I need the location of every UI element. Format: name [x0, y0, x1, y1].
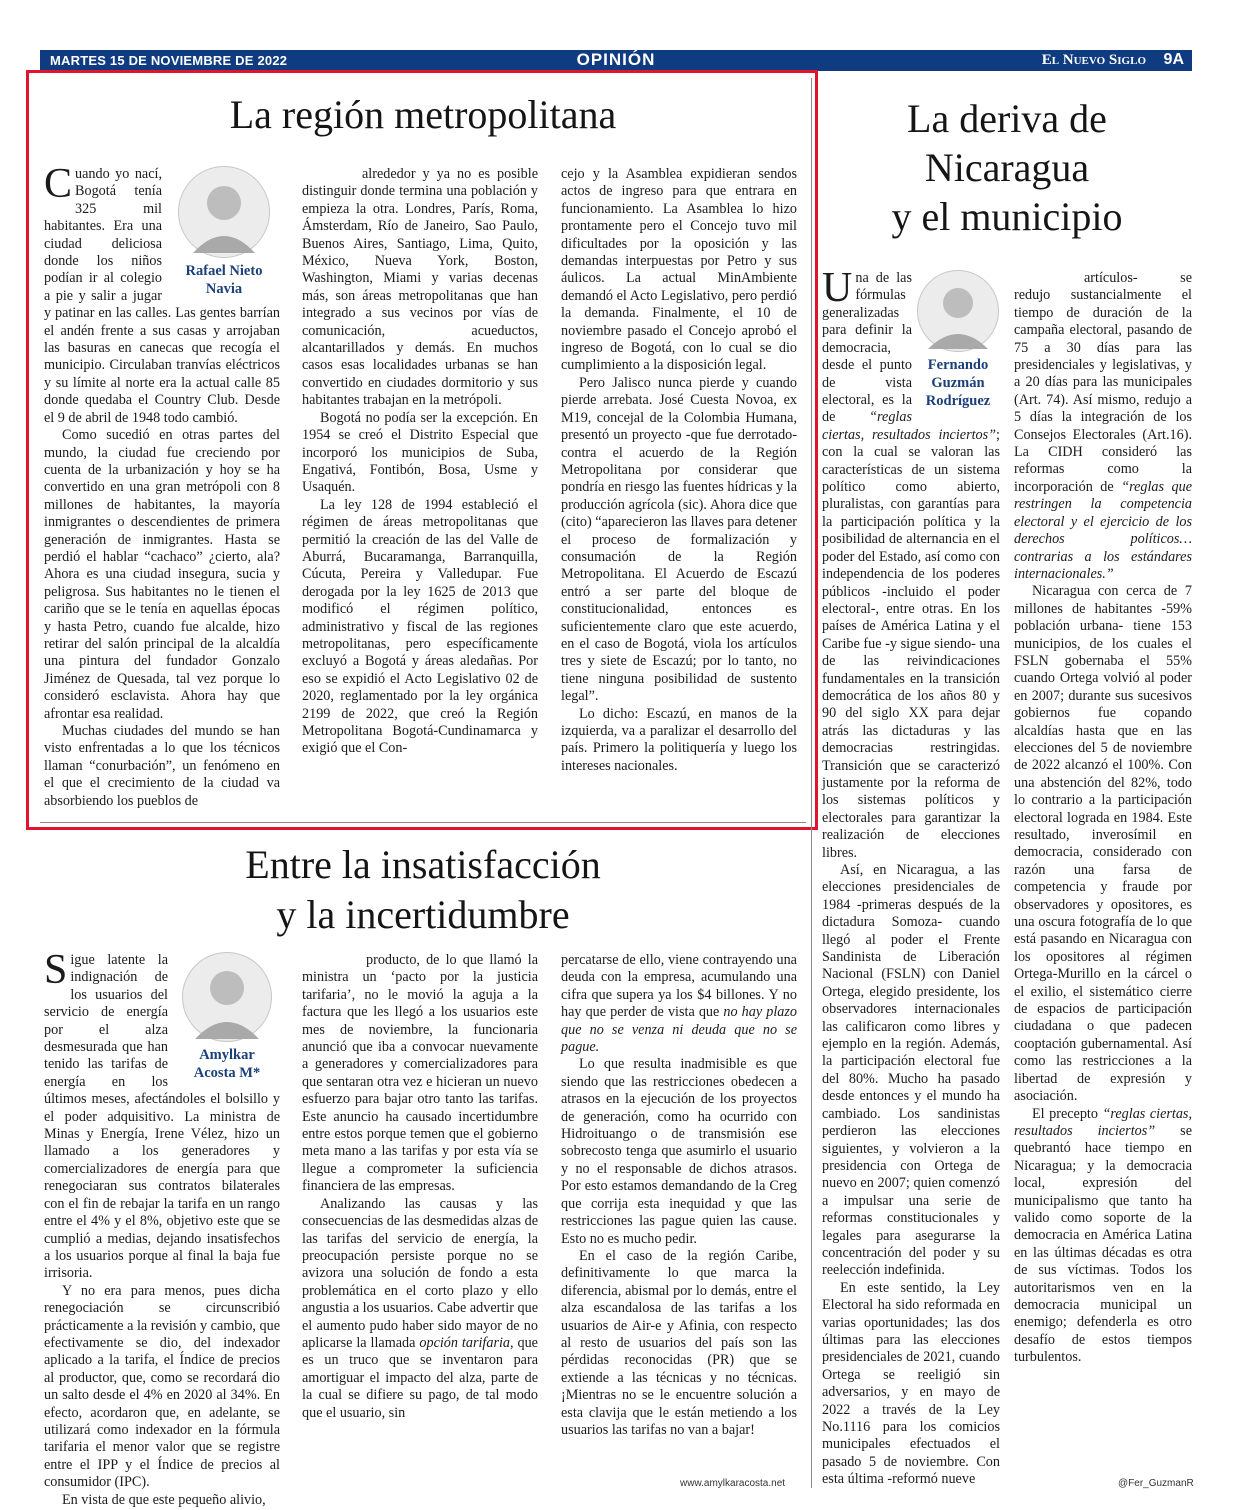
article1-paragraph: Cuando yo nací, Bogotá tenía 325 mil habitantes. Era una ciudad deliciosa donde los niños podían ir al colegio a pie y salir a jugar y patinar en las calles. Las gentes barrían el andén frente a sus casas y arrojaban las basuras en canecas que recogía el municipio. Circulaban tranvías eléctricos y su límite al norte era la actual calle 85 donde quedaba el Country Club. Desde el 9 de abril de 1948 todo cambió. — [44, 161, 280, 426]
article2-paragraph: Sigue latente la indignación de los usuarios del servicio de energía por el alza desmesurada que han tenido las tarifas de energía en los últimos meses, afectándoles el bolsillo y el poder adquisitivo. La ministra de Minas y Energía, Irene Vélez, hizo un llamado a los generadores y comercializadores de energía para que renegociaran sus contratos bilaterales con el fin de rebajar la tarifa en un rango entre el 4% y el 8%, objetivo este que se cumplió a medias, dejando insatisfechos a los usuarios porque al final la baja fue irrisoria. — [44, 947, 280, 1282]
italic-quote: no hay plazo que no se venza ni deuda que no se pague. — [561, 1004, 797, 1056]
newspaper-brand: El Nuevo Siglo — [1041, 52, 1146, 68]
italic-term: opción tarifaria — [419, 1334, 511, 1351]
article3-author-line3: Rodríguez — [925, 393, 991, 409]
article3-author-box — [916, 270, 1000, 410]
article3-dropcap: U — [822, 265, 853, 311]
article3-paragraph: El precepto “reglas ciertas, resultados inciertos” se quebrantó hace tiempo en Nicaragua; y la democracia local, expresión del municipalismo que tanto ha valido como soporte de la democracia en América Latina en las últimas décadas es otra de sus víctimas. Todos los autoritarismos ven en la democracia municipal un enemigo; defenderla es otro desafío de estos tiempos turbulentos. — [1014, 1105, 1192, 1366]
article1-bottom-rule — [40, 822, 806, 823]
author-photo-rafael — [178, 166, 270, 258]
article2-paragraph: En el caso de la región Caribe, definitivamente lo que marca la diferencia, abismal por lo demás, entre el alza escandalosa de las tarifas a los usuarios de Air-e y Afinia, con respecto al resto de usuarios del país son las pérdidas reconocidas (PR) que se extiende a las técnicas y no técnicas. ¡Mientras no se le encuentre solución a esta clavija que le están metiendo a los usuarios las tarifas no van a bajar! — [561, 1247, 797, 1438]
article2-column-3 — [561, 952, 797, 1439]
article3-paragraph: Una de las fórmulas generalizadas para definir la democracia, desde el punto de vista electoral, es la de “reglas ciertas, resultados inciertos”; con la cual se valoran las características de un sistema político como abierto, pluralistas, con garantías para la participación política y la posibilidad de alternancia en el poder del Estado, así como con independencia de los poderes públicos -incluido el poder electoral-, entre otras. En los países de América Latina y el Caribe fue -y sigue siendo- una de las reivindicaciones fundamentales en la transición democrática de los años 80 y 90 del siglo XX para dejar atrás las dictaduras y las democracias restringidas. Transición que se caracterizó justamente por la reforma de los sistemas políticos y electorales para garantizar la realización de elecciones libres. — [822, 265, 1000, 861]
column-divider — [811, 78, 812, 1488]
article3-title-line3: y el municipio — [891, 194, 1123, 239]
article2-paragraph: Lo que resulta inadmisible es que siendo que las restricciones obedecen a atrasos en la ejecución de los proyectos de generación, como ha ocurrido con Hidroituango o de transmisión ese sobrecosto tenga que asumirlo el usuario y no el responsable de dichos atrasos. Por esto estamos demandando de la Creg que corrija esta inequidad y que las restricciones las pague quien las cause. Esto no es mucho pedir. — [561, 1056, 797, 1247]
article1-column-3 — [561, 166, 797, 775]
article1-paragraph: La ley 128 de 1994 estableció el régimen de áreas metropolitanas que permitió la creación de las del Valle de Aburrá, Bucaramanga, Barranquilla, Cúcuta, Pereira y Valledupar. Fue derogada por la ley 1625 de 2013 que modificó el régimen político, administrativo y fiscal de las regiones metropolitanas, pero específicamente excluyó a Bogotá y áreas aledañas. Por eso se expidió el Acto Legislativo 02 de 2020, reglamentado por la ley orgánica 2199 de 2022, que creó la Región Metropolitana Bogotá-Cundinamarca y exigió que el Con- — [302, 496, 538, 757]
avatar-icon — [183, 953, 271, 1041]
article3-author-line1: Fernando — [927, 357, 989, 373]
article1-dropcap: C — [44, 161, 73, 207]
author-photo-amylkar — [182, 952, 272, 1042]
article1-paragraph: Bogotá no podía ser la excepción. En 1954 se creó el Distrito Especial que incorporó los municipios de Suba, Engativá, Fontibón, Bosa, Usme y Usaquén. — [302, 409, 538, 496]
article1-author-box — [168, 166, 280, 298]
article2-paragraph: Analizando las causas y las consecuencias de las desmedidas alzas de las tarifas del servicio de energía, la preocupación persiste porque no se avizora una solución de fondo a esta problemática en el corto plazo y ello angustia a los usuarios. Cabe advertir que el aumento pudo haber sido mayor de no aplicarse la llamada opción tarifaria, que es un truco que se inventaron para amortiguar el impacto del alza, parte de la cual se difiere su pago, de tal modo que el usuario, sin — [302, 1195, 538, 1421]
italic-quote: “reglas ciertas, resultados inciertos” — [822, 409, 997, 443]
article2-title-line1: Entre la insatisfacción — [245, 842, 601, 887]
article2-author-box — [174, 952, 280, 1082]
article2-column-1 — [44, 947, 280, 1509]
article3-twitter-credit: @Fer_GuzmanR — [1118, 1478, 1194, 1489]
article2-author-line1: Amylkar — [199, 1047, 255, 1063]
avatar-icon — [179, 167, 269, 257]
article1-paragraph: cejo y la Asamblea expidieran sendos actos de ingreso para que entrara en funcionamiento. La Asamblea lo hizo prontamente pero el Concejo tuvo mil dificultades por la oposición y las demandas interpuestas por Petro y sus áulicos. La actual MinAmbiente demandó el Acto Legislativo, pero perdió la demanda. Finalmente, el 10 de noviembre pasado el Concejo aprobó el ingreso de Bogotá, con lo cual se dio cumplimiento a la disposición legal. — [561, 166, 797, 374]
article3-paragraph: Nicaragua con cerca de 7 millones de habitantes -59% población urbana- tiene 153 municipios, de los cuales el FSLN gobernaba el 55% cuando Ortega volvió al poder en 2007; durante sus sucesivos gobiernos fue copando alcaldías hasta que en las elecciones del 5 de noviembre de 2022 alcanzó el 100%. Con una abstención del 82%, todo lo contrario a la participación electoral lograda en 1984. Este resultado, inverosímil en democracia, considerado con razón una farsa de competencia y fraude por observadores y opositores, es una oscura fotografía de lo que está pasando en Nicaragua con los opositores al régimen Ortega-Murillo en la cárcel o el exilio, el sistemático cierre de espacios de participación ciudadana o que padecen cooptación gubernamental. Así como las restricciones a la libertad de expresión y asociación. — [1014, 583, 1192, 1105]
article1-author-line2: Navia — [205, 281, 243, 297]
article3-paragraph: En este sentido, la Ley Electoral ha sido reformada en varias oportunidades; las dos últimas para las elecciones presidenciales de 2021, cuando Ortega se reeligió sin adversarios, y en mayo de 2022 a través de la Ley No.1116 para los comicios municipales efectuados el pasado 5 de noviembre. Con esta última -reformó nueve — [822, 1279, 1000, 1488]
article3-column-2 — [1014, 270, 1192, 1367]
article1-title: La región metropolitana — [229, 92, 617, 137]
article2-author-line2: Acosta M* — [193, 1065, 261, 1081]
article2-paragraph: Y no era para menos, pues dicha renegociación se circunscribió prácticamente a la revisión y cambio, que efectivamente se dio, del indexador aplicado a la tarifa, el Índice de precios al productor, que, como se recordará dio un salto desde el 4% en 2020 al 34%. En efecto, acordaron que, en adelante, se utilizará como indexador en la fórmula tarifaria el menor valor que se registre entre el IPP y el Índice de precios al consumidor (IPC). — [44, 1282, 280, 1491]
article1-author-line1: Rafael Nieto — [185, 263, 263, 279]
article2-column-2 — [302, 952, 538, 1422]
article3-title — [822, 94, 1192, 241]
article1-paragraph: Pero Jalisco nunca pierde y cuando pierde arrebata. José Cuesta Novoa, ex M19, concejal de la Colombia Humana, presentó un proyecto -que fue derrotado- contra el acuerdo de la Región Metropolitana por considerar que pondría en riesgo las fuentes hídricas y la producción agrícola (sic). Ahora dice que (cito) “aparecieron las llaves para detener el proceso de formalización y consumación de la Región Metropolitana. El Acuerdo de Escazú entró a ser parte del bloque de constitucionalidad, entonces es suficientemente claro que este acuerdo, en el caso de Bogotá, viola los artículos tres y siete de Escazú; por lo tanto, no tiene ninguna posibilidad de sustento legal”. — [561, 374, 797, 705]
article3-title-line2: Nicaragua — [924, 145, 1090, 190]
article3-title-line1: La deriva de — [907, 96, 1107, 141]
article2-title — [40, 840, 806, 940]
article3-column-1 — [822, 265, 1000, 1489]
section-title — [40, 50, 1192, 70]
article2-paragraph: En vista de que este pequeño alivio, — [62, 1491, 266, 1508]
article2-website-credit: www.amylkaracosta.net — [680, 1478, 786, 1489]
article2-paragraph: percatarse de ello, viene contrayendo una deuda con la empresa, acumulando una cifra que supera ya los $4 billones. Y no hay que perder de vista que no hay plazo que no se venza ni deuda que no se pague. — [561, 952, 797, 1056]
article1-column-2 — [302, 166, 538, 758]
article1-paragraph: Como sucedió en otras partes del mundo, la ciudad fue creciendo por cuenta de la urbanización y hoy se ha convertido en una gran metrópoli con 8 millones de habitantes, la mayoría inmigrantes o descendientes de primera generación de inmigrantes. Hasta se perdió el hablar “cachaco” ¿cierto, ala? Ahora es una ciudad insegura, sucia y peligrosa. Sus habitantes no le tienen el cariño que se le tenía en aquellas épocas y hasta Petro, cuando fue alcalde, hizo retirar del salón principal de la alcaldía una pintura del fundador Gonzalo Jiménez de Quesada, tal vez porque lo consideró esclavista. Ahora hay que afrontar esa realidad. — [44, 427, 280, 722]
italic-quote: “reglas ciertas, resultados inciertos” — [1014, 1105, 1192, 1139]
masthead-bar — [40, 50, 1192, 71]
article3-paragraph: artículos- se redujo sustancialmente el tiempo de duración de la campaña electoral, pasando de 75 a 30 días para las presidenciales y legislativas, y a 20 días para las municipales (Art. 74). Así mismo, redujo a 5 días la integración de los Consejos Electorales (Art.16). La CIDH consideró las reformas como la incorporación de “reglas que restringen la competencia electoral y el ejercicio de los derechos políticos… contrarias a los estándares internacionales.” — [1014, 270, 1192, 582]
article2-title-line2: y la incertidumbre — [276, 892, 570, 937]
italic-quote: “reglas que restringen la competencia electoral y el ejercicio de los derechos políticos… contrarias a los estándares internacionales.” — [1014, 478, 1192, 582]
article1-column-1 — [44, 161, 280, 810]
article2-paragraph: producto, de lo que llamó la ministra un ‘pacto por la justicia tarifaria’, no le movió la aguja a la factura que les llegó a los usuarios este mes de noviembre, la funcionaria anunció que iba a convocar nuevamente a generadores y comercializadores para que sentaran otra vez e hicieran un nuevo esfuerzo para bajar otro tanto las tarifas. Este anuncio ha causado incertidumbre entre estos porque temen que el gobierno meta mano a las tarifas y por esta vía se llegue a comprometer la suficiencia financiera de las empresas. — [302, 952, 538, 1195]
article1-paragraph: Muchas ciudades del mundo se han visto enfrentadas a lo que los técnicos llaman “conurbación”, un fenómeno en el que el crecimiento de la ciudad va absorbiendo los pueblos de — [44, 723, 280, 809]
article2-dropcap: S — [44, 947, 68, 993]
author-photo-fernando — [917, 270, 999, 352]
page-number: 9A — [1163, 51, 1184, 68]
avatar-icon — [918, 271, 998, 351]
issue-date: MARTES 15 DE NOVIEMBRE DE 2022 — [50, 53, 288, 68]
article3-author-line2: Guzmán — [931, 375, 985, 391]
section-label: OPINIÓN — [576, 50, 656, 69]
article1-paragraph: Lo dicho: Escazú, en manos de la izquierda, va a paralizar el desarrollo del país. Primero la politiquería y luego los intereses nacionales. — [561, 705, 797, 774]
article3-paragraph: Así, en Nicaragua, a las elecciones presidenciales de 1984 -primeras después de la dictadura Somoza- cuando llegó al poder el Frente Sandinista de Liberación Nacional (FSLN) con Daniel Ortega, elegido presidente, los observadores internacionales las calificaron como libres y ejemplo en la región. Además, la participación electoral fue del 80%. Mucho ha pasado desde entonces y el mundo ha cambiado. Los sandinistas perdieron las elecciones siguientes, y volvieron a la presidencia con Ortega de nuevo en 2007; quien comenzó a impulsar una serie de reformas constitucionales y legales para asegurarse la concentración del poder y su reelección indefinida. — [822, 862, 1000, 1279]
article1-paragraph: alrededor y ya no es posible distinguir donde termina una población y empieza la otra. Londres, París, Roma, Ámsterdam, Río de Janeiro, Sao Paulo, Buenos Aires, Santiago, Lima, Quito, México, Nueva York, Boston, Washington, Miami y varias decenas más, son áreas metropolitanas que han integrado a sus vecinos por vías de comunicación, acueductos, alcantarillados y demás. En muchos casos esas localidades urbanas se han convertido en ciudades dormitorio y sus habitantes trabajan en la metrópoli. — [302, 166, 538, 409]
